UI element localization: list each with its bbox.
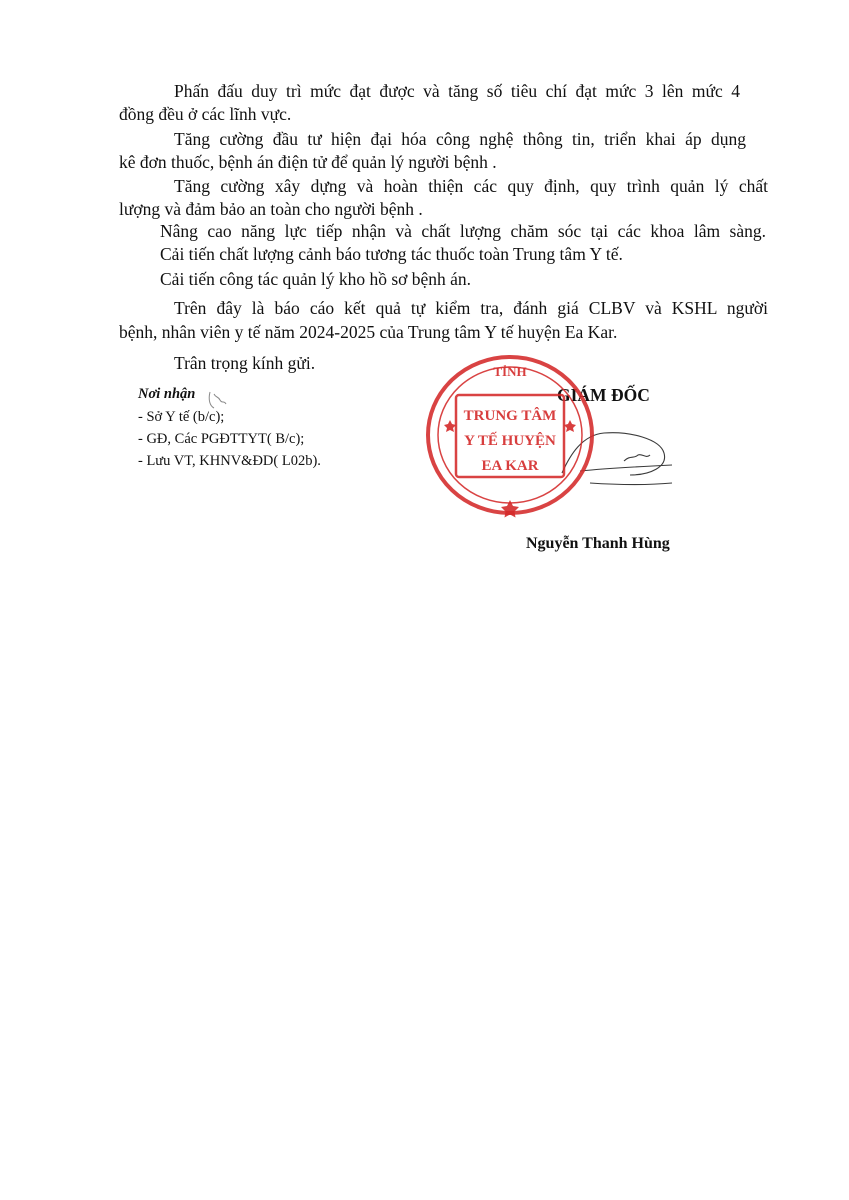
paragraph-3-line-2: lượng và đảm bảo an toàn cho người bệnh . [119,199,423,219]
paragraph-5: Cải tiến chất lượng cảnh báo tương tác thuốc toàn Trung tâm Y tế. [160,244,623,264]
paragraph-6: Cải tiến công tác quản lý kho hồ sơ bệnh án. [160,269,472,289]
paragraph-2-line-1: Tăng cường đầu tư hiện đại hóa công nghệ thông tin, triển khai áp dụng [174,129,746,149]
recipients-heading: Nơi nhận [138,386,196,402]
stamp-line-2: Y TẾ HUYỆN [464,433,556,449]
paragraph-3-line-1: Tăng cường xây dựng và hoàn thiện các quy định, quy trình quản lý chất [174,176,768,196]
signature-title: GIÁM ĐỐC [557,385,650,405]
recipient-item-3: - Lưu VT, KHNV&ĐD( L02b). [138,453,321,469]
paragraph-7-line-2: bệnh, nhân viên y tế năm 2024-2025 của Trung tâm Y tế huyện Ea Kar. [119,322,618,342]
paragraph-7-line-1: Trên đây là báo cáo kết quả tự kiểm tra, đánh giá CLBV và KSHL người [174,298,768,318]
signer-name: Nguyễn Thanh Hùng [526,535,670,552]
paragraph-4: Nâng cao năng lực tiếp nhận và chất lượng chăm sóc tại các khoa lâm sàng. [160,221,766,241]
paragraph-1-line-2: đồng đều ở các lĩnh vực. [119,104,292,124]
paragraph-1-line-1: Phấn đấu duy trì mức đạt được và tăng số tiêu chí đạt mức 3 lên mức 4 [174,81,740,101]
paragraph-2-line-2: kê đơn thuốc, bệnh án điện tử để quản lý người bệnh . [119,152,497,172]
official-red-seal [420,350,600,520]
handwritten-scribble-icon [204,386,234,416]
stamp-line-1: TRUNG TÂM [463,408,557,424]
stamp-line-3: EA KAR [481,458,539,474]
stamp-top-text: TỈNH [493,364,527,379]
closing-line: Trân trọng kính gửi. [174,353,316,373]
recipient-item-1: - Sở Y tế (b/c); [138,409,225,425]
recipient-item-2: - GĐ, Các PGĐTTYT( B/c); [138,431,305,447]
